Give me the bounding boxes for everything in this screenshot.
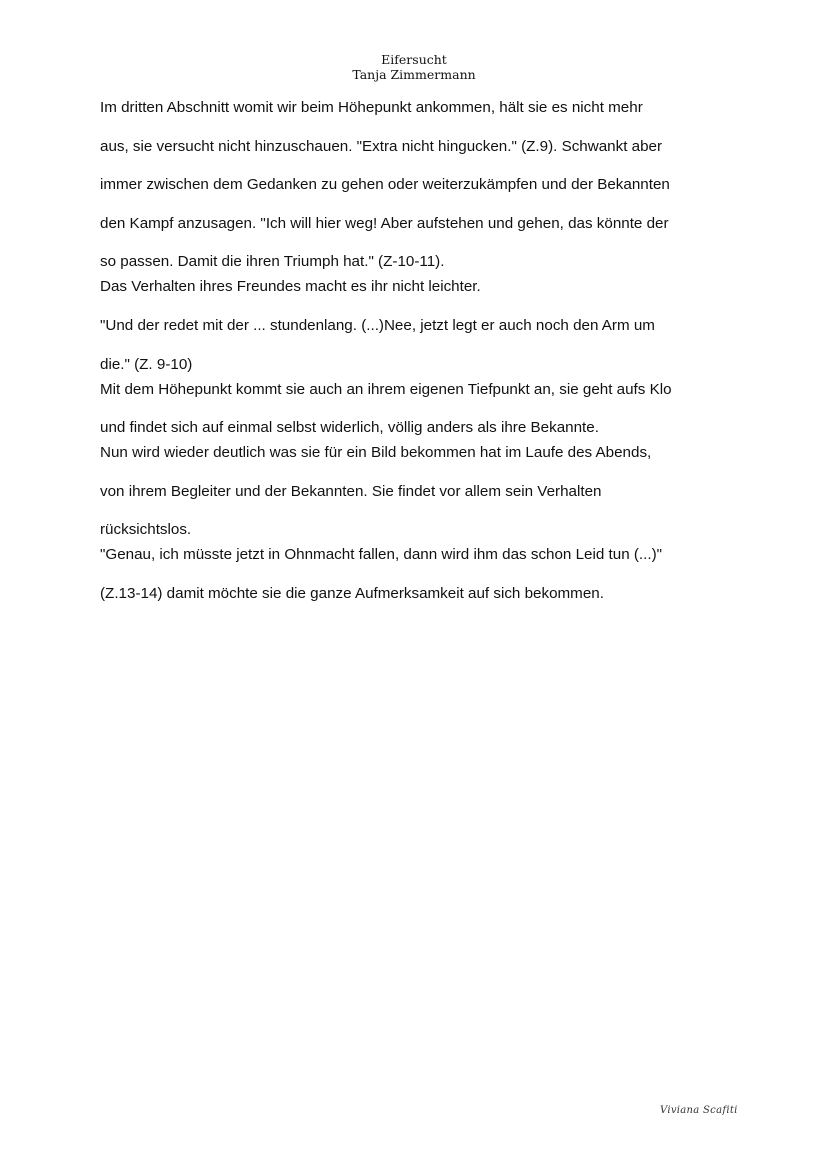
document-header [0, 52, 828, 82]
body-line-3: immer zwischen dem Gedanken zu gehen oder weiterzukämpfen und der Bekannten [100, 176, 670, 194]
body-line-5: so passen. Damit die ihren Triumph hat." (Z-10-11). [100, 253, 445, 271]
body-line-12: von ihrem Begleiter und der Bekannten. Sie findet vor allem sein Verhalten [100, 482, 602, 500]
body-line-11: Nun wird wieder deutlich was sie für ein Bild bekommen hat im Laufe des Abends, [100, 444, 652, 462]
signature: Viviana Scafiti [660, 1105, 738, 1116]
body-line-2: aus, sie versucht nicht hinzuschauen. "Extra nicht hingucken." (Z.9). Schwankt aber [100, 137, 663, 155]
body-line-14: "Genau, ich müsste jetzt in Ohnmacht fallen, dann wird ihm das schon Leid tun (...)" [100, 546, 663, 564]
document-body [100, 95, 740, 620]
body-line-9: Mit dem Höhepunkt kommt sie auch an ihrem eigenen Tiefpunkt an, sie geht aufs Klo [100, 380, 672, 398]
body-line-7: "Und der redet mit der ... stundenlang. (...)Nee, jetzt legt er auch noch den Arm um [100, 316, 655, 334]
body-line-8: die." (Z. 9-10) [100, 355, 193, 373]
body-line-1: Im dritten Abschnitt womit wir beim Höhepunkt ankommen, hält sie es nicht mehr [100, 99, 643, 116]
body-line-6: Das Verhalten ihres Freundes macht es ihr nicht leichter. [100, 278, 481, 296]
body-line-15: (Z.13-14) damit möchte sie die ganze Aufmerksamkeit auf sich bekommen. [100, 584, 604, 602]
body-line-13: rücksichtslos. [100, 521, 192, 539]
document-title: Eifersucht [381, 52, 447, 67]
document-author: Tanja Zimmermann [352, 67, 476, 82]
body-line-10: und findet sich auf einmal selbst widerlich, völlig anders als ihre Bekannte. [100, 419, 599, 437]
body-line-4: den Kampf anzusagen. "Ich will hier weg! Aber aufstehen und gehen, das könnte der [100, 214, 669, 232]
